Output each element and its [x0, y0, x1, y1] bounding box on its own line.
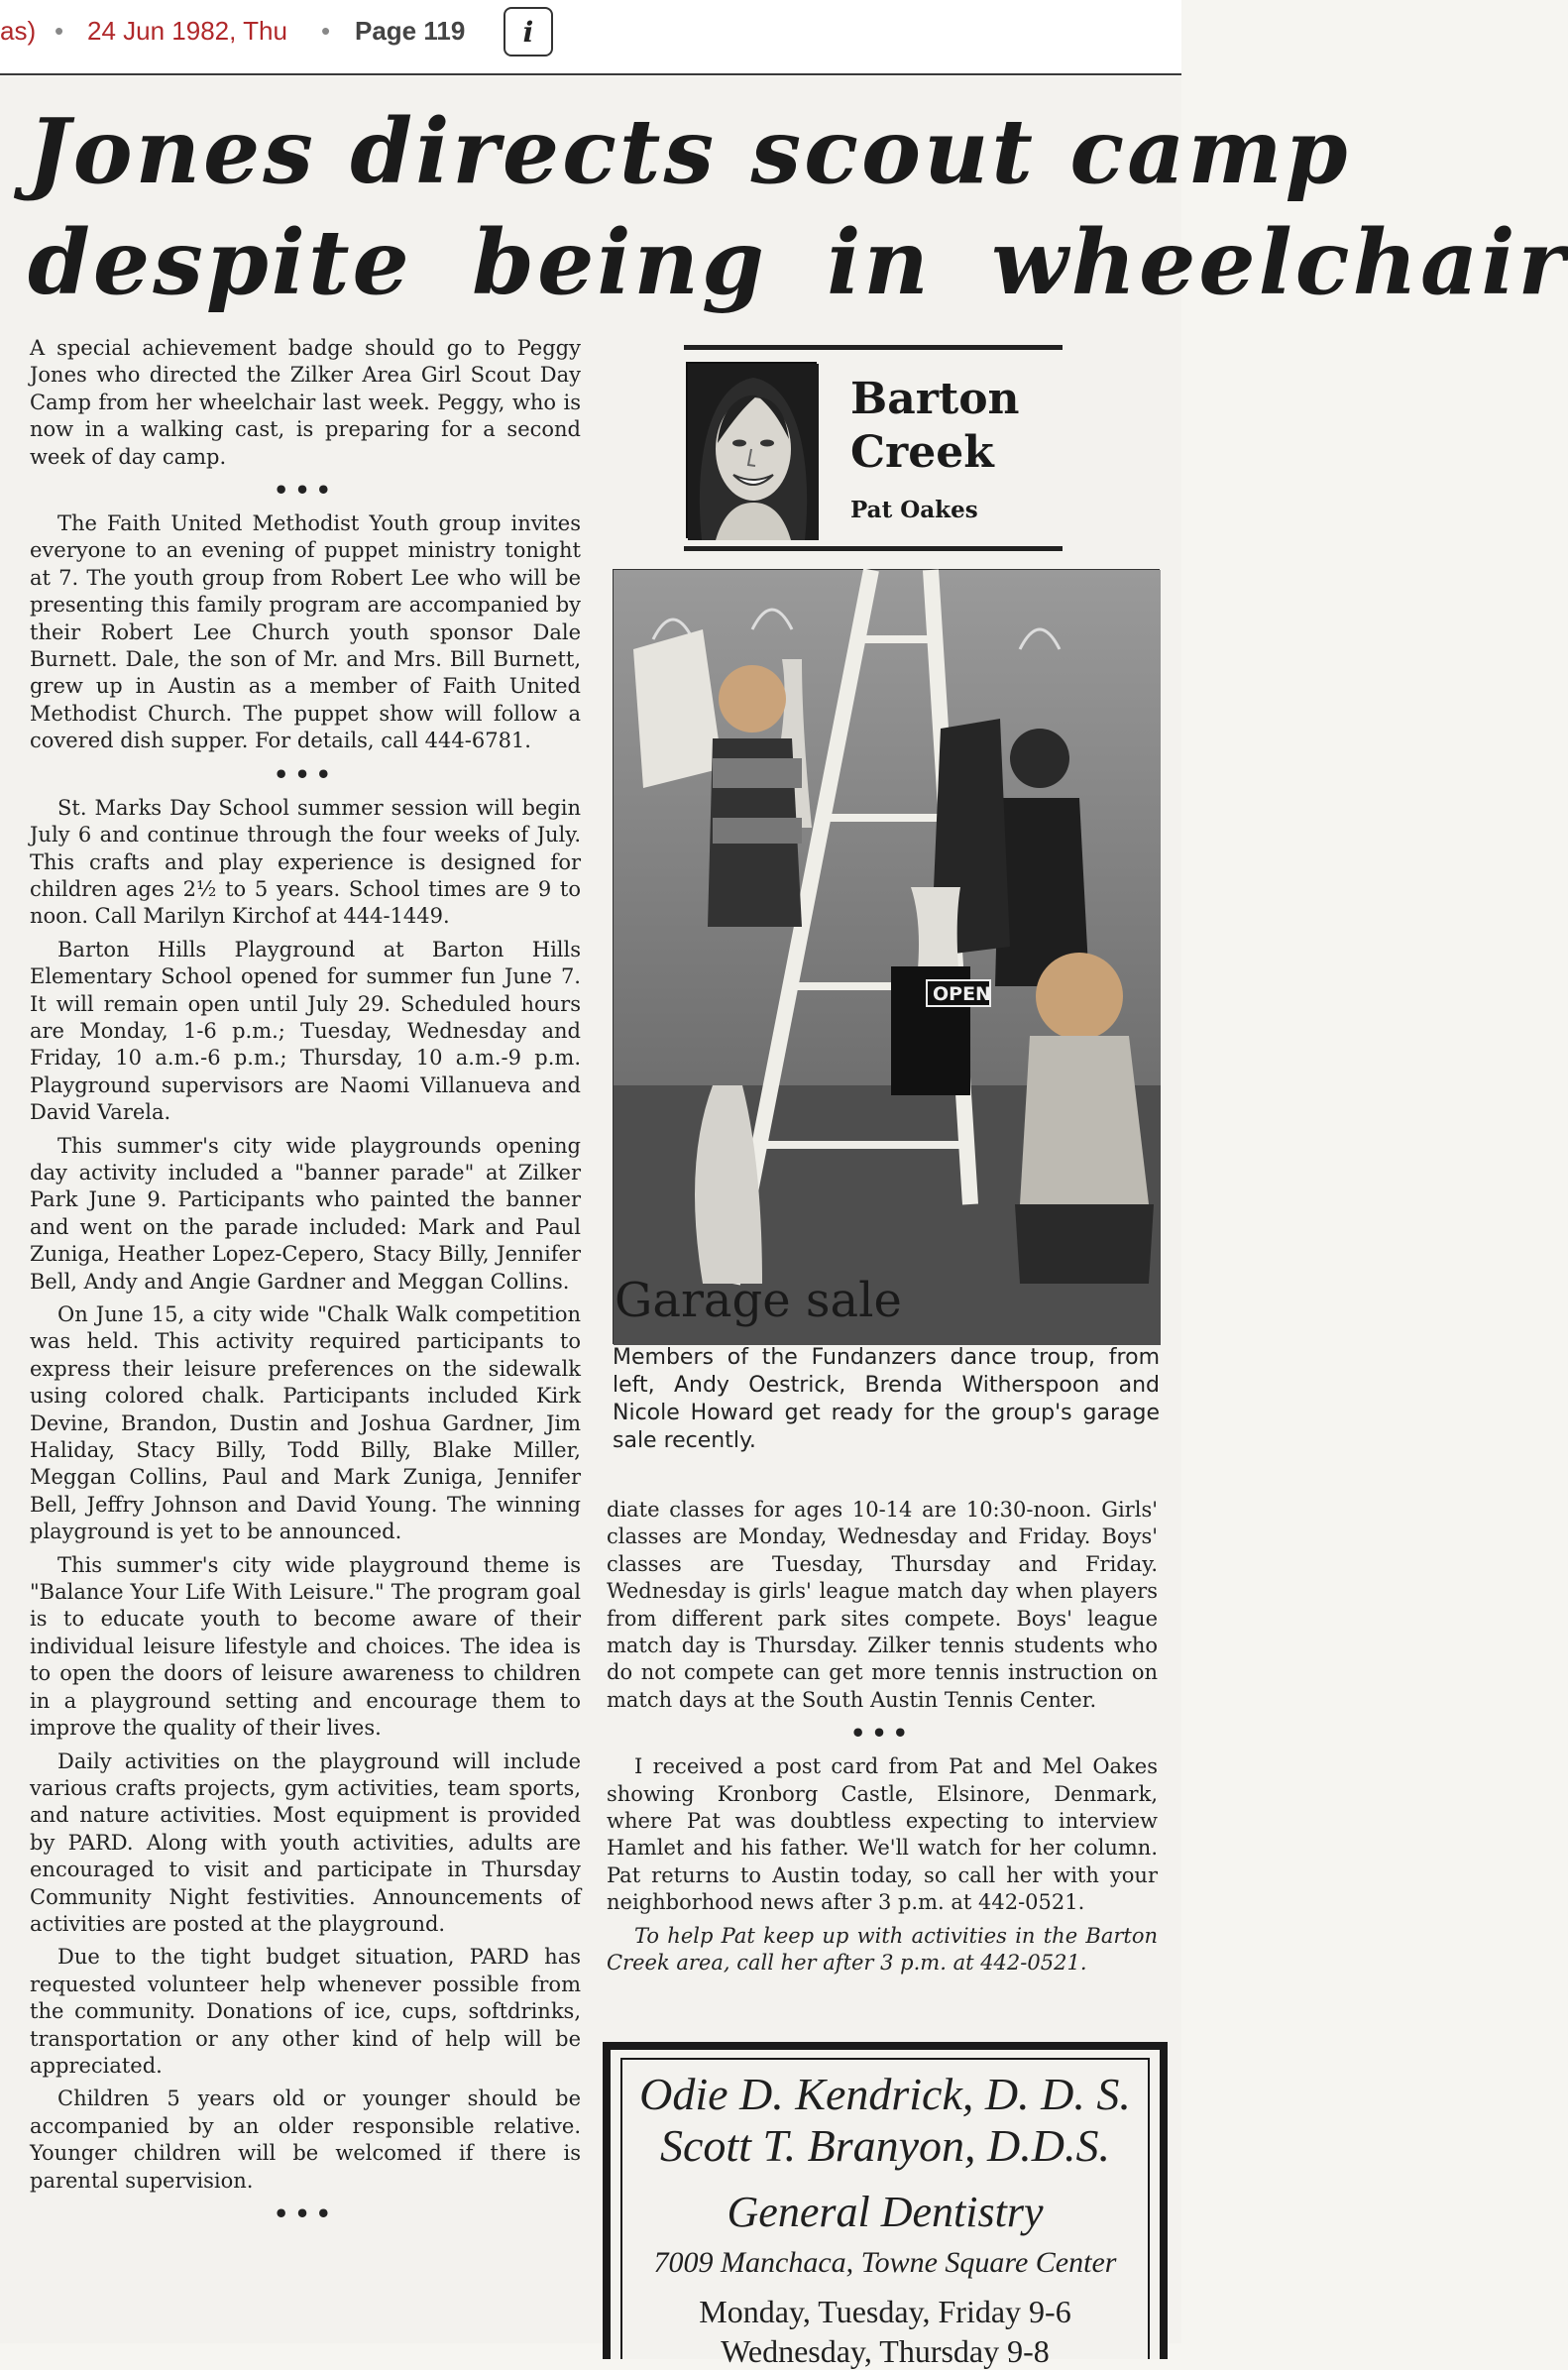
- article-paragraph: Due to the tight budget situation, PARD has requested volunteer help whenever possible from the community. Donations of ice, cups, softdrinks, transportation or any other kind of help will be appreciated.: [30, 1945, 581, 2078]
- column-byline: Pat Oakes: [850, 497, 978, 523]
- dentist-advertisement: [603, 2042, 1168, 2369]
- ad-dentist-name-2: Scott T. Branyon, D.D.S.: [659, 2120, 1110, 2171]
- columnist-box: [684, 345, 1063, 551]
- section-divider-dots: •••: [273, 759, 338, 789]
- headline-line-1: Jones directs scout camp: [28, 99, 1351, 204]
- ad-dentist-name-1: Odie D. Kendrick, D. D. S.: [639, 2069, 1131, 2119]
- column-title-line-1: Barton: [850, 374, 1020, 424]
- article-paragraph: I received a post card from Pat and Mel Oakes showing Kronborg Castle, Elsinore, Denmark, where Pat was doubtless expecting to interview Hamlet and his father. We'll watch for her column. Pat returns to Austin today, so call her with your neighborhood news after 3 p.m. at 442-0521.: [607, 1754, 1158, 1915]
- info-button[interactable]: [504, 7, 553, 56]
- section-divider-dots: •••: [273, 2200, 338, 2228]
- article-left-column: [30, 335, 581, 2234]
- article-paragraph: Barton Hills Playground at Barton Hills Elementary School opened for summer fun June 7. It will remain open until July 29. Scheduled hours are Monday, 1-6 p.m.; Tuesday, Wednesday and Friday, 10 a.m.-6 p.m.; Thursday, 10 a.m.-9 p.m. Playground supervisors are Naomi Villanueva and David Varela.: [30, 937, 581, 1125]
- issue-date-link[interactable]: 24 Jun 1982, Thu: [87, 16, 287, 46]
- article-paragraph: This summer's city wide playgrounds opening day activity included a "banner parade" at Zilker Park June 9. Participants who painted the banner and went on the parade included: Mark and Paul Zuniga, Heather Lopez-Cepero, Stacy Billy, Jennifer Bell, Andy and Angie Gardner and Meggan Collins.: [30, 1133, 581, 1294]
- article-paragraph: This summer's city wide playground theme is "Balance Your Life With Leisure." The program goal is to educate youth to become aware of their individual leisure lifestyle and choices. The idea is to open the doors of leisure awareness to children in a playground setting and encourage them to improve the quality of their lives.: [30, 1552, 581, 1741]
- separator-dot: •: [321, 16, 331, 46]
- article-paragraph: Daily activities on the playground will include various crafts projects, gym activities, team sports, and nature activities. Most equipment is provided by PARD. Along with youth activities, adults are encouraged to visit and participate in Thursday Community Night festivities. Announcements of activities are posted at the playground.: [30, 1749, 581, 1936]
- section-divider-dots: •••: [849, 1719, 915, 1749]
- page-number: Page 119: [355, 16, 466, 46]
- ad-address: 7009 Manchaca, Towne Square Center: [653, 2246, 1117, 2279]
- article-paragraph: Children 5 years old or younger should be accompanied by an older responsible relative. Younger children will be welcomed if there is parental supervision.: [30, 2087, 581, 2193]
- article-paragraph: The Faith United Methodist Youth group invites everyone to an evening of puppet ministry tonight at 7. The youth group from Robert Lee who will be presenting this family program are accompanied by their Robert Lee Church youth sponsor Dale Burnett. Dale, the son of Mr. and Mrs. Bill Burnett, grew up in Austin as a member of Faith United Methodist Church. The puppet show will follow a covered dish supper. For details, call 444-6781.: [30, 511, 581, 753]
- separator-dot: •: [55, 16, 64, 46]
- article-right-column: [607, 1497, 1158, 1983]
- ad-inner-frame: [620, 2058, 1150, 2369]
- photo-caption-body: Members of the Fundanzers dance troup, from left, Andy Oestrick, Brenda Witherspoon and Nicole Howard get ready for the group's garage sale recently.: [613, 1345, 1160, 1453]
- article-paragraph: On June 15, a city wide "Chalk Walk competition was held. This activity required participants to express their leisure preferences on the sidewalk using colored chalk. Participants included Kirk Devine, Brandon, Dustin and Joshua Gardner, Jim Haliday, Stacy Billy, Todd Billy, Blake Miller, Meggan Collins, Paul and Mark Zuniga, Jennifer Bell, Jeffry Johnson and David Young. The winning playground is yet to be announced.: [30, 1302, 581, 1544]
- viewer-toolbar: [0, 0, 1181, 75]
- article-paragraph: St. Marks Day School summer session will begin July 6 and continue through the four weeks of July. This crafts and play experience is designed for children ages 2½ to 5 years. School times are 9 to noon. Call Marilyn Kirchof at 444-1449.: [30, 795, 581, 929]
- garage-sale-photo: [613, 569, 1160, 1344]
- column-title-line-2: Creek: [850, 427, 994, 478]
- ad-practice-type: General Dentistry: [727, 2188, 1044, 2236]
- newspaper-page[interactable]: [0, 77, 1568, 2369]
- ad-hours-1: Monday, Tuesday, Friday 9-6: [699, 2294, 1071, 2329]
- photo-caption-heading: Garage sale: [615, 1273, 902, 1328]
- article-paragraph: To help Pat keep up with activities in the Barton Creek area, call her after 3 p.m. at 442-0521.: [607, 1923, 1158, 1975]
- ad-hours-2: Wednesday, Thursday 9-8: [721, 2333, 1050, 2369]
- article-paragraph: diate classes for ages 10-14 are 10:30-noon. Girls' classes are Monday, Wednesday and Friday. Boys' classes are Tuesday, Thursday and Friday. Wednesday is girls' league match day when players from different park sites compete. Boys' league match day is Thursday. Zilker tennis students who do not compete can get more tennis instruction on match days at the South Austin Tennis Center.: [607, 1498, 1158, 1712]
- publication-link[interactable]: as): [0, 16, 37, 46]
- open-sign-text: OPEN: [933, 983, 991, 1005]
- section-divider-dots: •••: [273, 476, 338, 506]
- columnist-portrait: [686, 362, 817, 538]
- article-paragraph: A special achievement badge should go to Peggy Jones who directed the Zilker Area Girl Scout Day Camp from her wheelchair last week. Peggy, who is now in a walking cast, is preparing for a second week of day camp.: [30, 336, 581, 469]
- info-icon: i: [522, 15, 534, 49]
- headline-line-2: despite being in wheelchair: [28, 210, 1568, 315]
